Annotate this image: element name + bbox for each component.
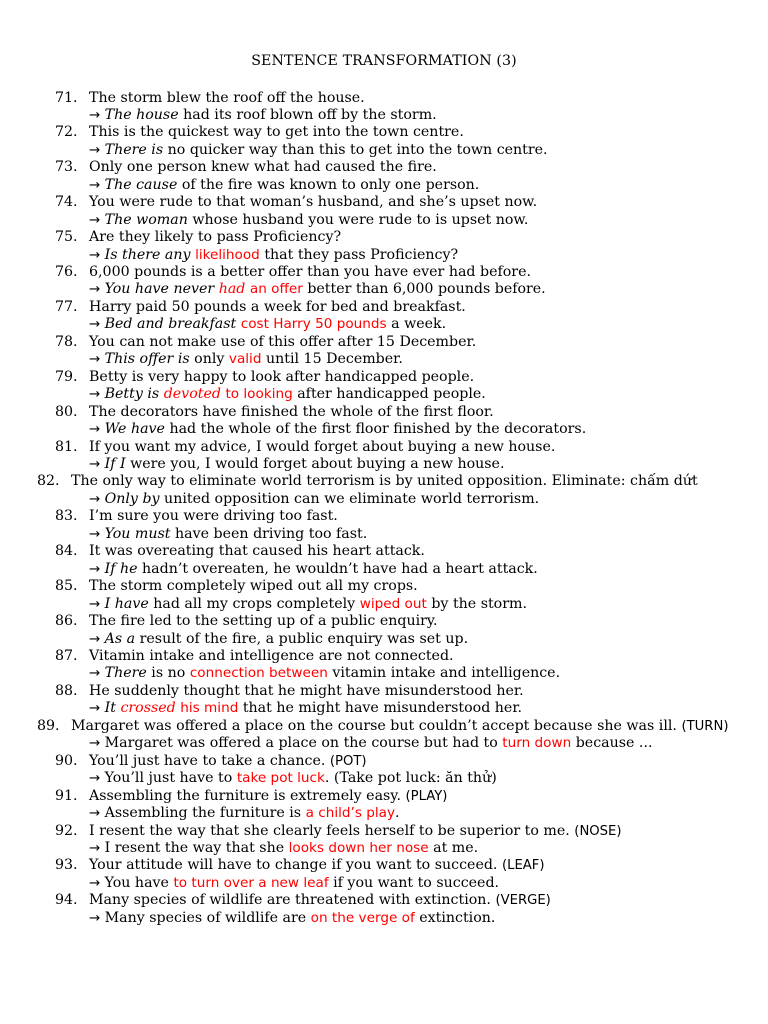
question-number: 78. [55,333,78,350]
arrow-icon: → [89,456,105,473]
answer-text: vitamin intake and intelligence. [327,665,561,682]
answer-text: that he might have misunderstood her. [238,700,523,717]
keyword-cue: (VERGE) [495,893,551,909]
answer-line [55,421,745,438]
answer-text: by the storm. [426,595,527,612]
answer-lead: The woman [104,211,188,228]
answer-line [55,561,745,578]
question-line [55,229,745,246]
question-text: He suddenly thought that he might have misunderstood her. [89,682,524,699]
question-text: You were rude to that woman’s husband, and she’s upset now. [89,194,538,211]
arrow-icon: → [89,839,105,856]
question-text: Vitamin intake and intelligence are not connected. [89,648,454,664]
answer-line [55,631,745,648]
answer-key: a child’s play [305,805,396,822]
question-line [55,857,745,874]
arrow-icon: → [89,735,105,752]
answer-line [55,805,745,822]
question-text: Margaret was offered a place on the course but couldn’t accept because she was ill. [71,717,677,734]
keyword-cue: (NOSE) [574,823,622,839]
question-number: 84. [55,543,78,560]
arrow-icon: → [89,176,105,193]
question-number: 88. [55,682,78,699]
answer-key: valid [228,351,262,368]
answer-text: because ... [571,735,653,752]
answer-line [55,177,745,194]
arrow-icon: → [89,351,105,368]
answer-key: to turn over a new leaf [173,874,329,891]
question-text: I’m sure you were driving too fast. [89,508,338,525]
arrow-icon: → [89,770,105,787]
answer-lead: Only by [104,490,160,507]
answer-line [55,386,745,403]
question-number: 76. [55,264,78,281]
arrow-icon: → [89,316,105,333]
question-line [55,299,745,316]
answer-text: were you, I would forget about buying a new house. [125,456,505,473]
arrow-icon: → [89,630,105,647]
question-text: Are they likely to pass Proficiency? [89,229,342,246]
question-line [55,788,745,805]
answer-lead: If he [104,560,138,577]
question-text: Many species of wildlife are threatened with extinction. [89,892,491,909]
question-text: Your attitude will have to change if you want to succeed. [89,857,498,874]
answer-lead: Betty is [104,386,160,403]
question-number: 93. [55,857,78,874]
answer-line [55,840,745,857]
answer-text: You’ll just have to [104,770,237,787]
arrow-icon: → [89,421,105,438]
answer-text: had all my crops completely [148,595,360,612]
answer-lead: It [104,700,116,717]
question-text: It was overeating that caused his heart attack. [89,543,425,560]
answer-lead: Is there any [104,246,191,263]
question-line [55,753,745,770]
answer-text: had its roof blown off by the storm. [178,106,437,123]
answer-line [55,491,745,508]
answer-text: Many species of wildlife are [104,909,311,926]
arrow-icon: → [89,665,105,682]
answer-line [55,351,745,368]
answer-key: turn down [502,735,572,752]
answer-text: at me. [428,839,479,856]
answer-text: . [395,805,400,822]
question-text: The storm completely wiped out all my crops. [89,578,418,595]
arrow-icon: → [89,525,105,542]
answer-lead: As a [104,630,136,647]
question-number: 90. [55,752,78,769]
arrow-icon: → [89,490,105,507]
answer-line [55,107,745,124]
answer-lead: You have never [104,281,215,298]
question-number: 89. [37,717,60,734]
answer-line [55,665,745,682]
question-text: Only one person knew what had caused the fire. [89,159,437,176]
answer-key-italic: devoted [163,386,221,403]
question-line [55,264,745,281]
question-number: 79. [55,368,78,385]
question-line [55,404,745,421]
exercise-list [37,89,745,928]
answer-text: have been driving too fast. [170,525,368,542]
answer-lead: There [104,665,147,682]
answer-line [55,910,745,927]
question-number: 92. [55,822,78,839]
answer-text: that they pass Proficiency? [259,246,459,263]
answer-key-italic: crossed [120,700,176,717]
answer-line [55,875,745,892]
question-number: 77. [55,298,78,315]
answer-key: to looking [225,386,293,403]
arrow-icon: → [89,805,105,822]
answer-text: of the fire was known to only one person. [177,176,480,193]
arrow-icon: → [89,281,105,298]
question-line [55,159,745,176]
question-line [55,369,745,386]
answer-text: if you want to succeed. [328,874,500,891]
question-line [55,892,745,909]
arrow-icon: → [89,141,105,158]
answer-text: only [189,351,229,368]
question-text: You’ll just have to take a chance. [89,752,326,769]
answer-lead: The house [104,106,179,123]
answer-line [55,247,745,264]
answer-text: whose husband you were rude to is upset now. [187,211,529,228]
question-number: 83. [55,508,78,525]
answer-line [55,316,745,333]
question-line [3,473,760,490]
question-number: 72. [55,124,78,141]
question-line [55,683,745,700]
answer-text: result of the fire, a public enquiry was set up. [135,630,469,647]
question-text: The only way to eliminate world terrorism is by united opposition. Eliminate: chấm dứt [71,473,698,490]
answer-line [55,770,745,787]
answer-text: had the whole of the first floor finished by the decorators. [164,421,587,438]
answer-key: cost Harry 50 pounds [240,316,387,333]
question-line [55,508,745,525]
question-line [55,194,745,211]
arrow-icon: → [89,560,105,577]
answer-lead: This offer is [104,351,190,368]
answer-key-italic: had [218,281,246,298]
question-line [55,124,745,141]
question-number: 80. [55,403,78,420]
question-text: Betty is very happy to look after handicapped people. [89,368,475,385]
arrow-icon: → [89,211,105,228]
answer-text: . (Take pot luck: ăn thử) [324,770,497,787]
question-line [55,823,745,840]
question-line [55,334,745,351]
answer-text: until 15 December. [261,351,403,368]
answer-lead: I have [104,595,149,612]
answer-lead: If I [104,456,126,473]
answer-text: I resent the way that she [104,839,289,856]
answer-text: You have [104,874,174,891]
question-text: The decorators have finished the whole of the first floor. [89,403,494,420]
question-text: This is the quickest way to get into the town centre. [89,124,464,141]
keyword-cue: (PLAY) [405,788,448,804]
question-text: Assembling the furniture is extremely easy. [89,787,401,804]
question-text: You can not make use of this offer after 15 December. [89,333,477,350]
answer-key: likelihood [195,246,260,263]
answer-line [55,700,745,717]
question-number: 73. [55,159,78,176]
question-text: The fire led to the setting up of a public enquiry. [89,613,438,630]
answer-lead: We have [104,421,165,438]
arrow-icon: → [89,106,105,123]
answer-line [55,212,745,229]
answer-text: Assembling the furniture is [104,805,306,822]
question-number: 81. [55,438,78,455]
answer-text: no quicker way than this to get into the town centre. [163,141,548,158]
arrow-icon: → [89,874,105,891]
question-line [55,648,745,665]
question-line [55,543,745,560]
question-text: I resent the way that she clearly feels herself to be superior to me. [89,822,570,839]
answer-text: extinction. [414,909,496,926]
answer-key: his mind [180,700,239,717]
question-text: If you want my advice, I would forget about buying a new house. [89,438,556,455]
question-number: 82. [37,473,60,490]
answer-line [55,735,745,752]
answer-text: Margaret was offered a place on the course but had to [104,735,503,752]
answer-lead: Bed and breakfast [104,316,237,333]
answer-text: better than 6,000 pounds before. [302,281,546,298]
answer-key: connection between [189,665,328,682]
question-number: 87. [55,648,78,664]
keyword-cue: (POT) [329,753,367,769]
answer-lead: The cause [104,176,178,193]
question-number: 86. [55,613,78,630]
question-line [55,613,745,630]
question-number: 75. [55,229,78,246]
answer-key: an offer [249,281,303,298]
question-line [3,718,760,735]
answer-line [55,142,745,159]
answer-key: on the verge of [310,909,415,926]
question-text: Harry paid 50 pounds a week for bed and breakfast. [89,298,466,315]
arrow-icon: → [89,386,105,403]
answer-key: wiped out [359,595,427,612]
arrow-icon: → [89,246,105,263]
keyword-cue: (TURN) [681,718,729,734]
keyword-cue: (LEAF) [501,858,545,874]
arrow-icon: → [89,595,105,612]
answer-lead: There is [104,141,164,158]
page-title: SENTENCE TRANSFORMATION (3) [251,53,517,69]
arrow-icon: → [89,700,105,717]
question-text: 6,000 pounds is a better offer than you have ever had before. [89,264,531,281]
question-number: 94. [55,892,78,909]
answer-line [55,456,745,473]
arrow-icon: → [89,909,105,926]
question-line [55,439,745,456]
answer-line [55,281,745,298]
answer-lead: You must [104,525,171,542]
answer-text: united opposition can we eliminate world terrorism. [159,490,540,507]
answer-line [55,526,745,543]
answer-key: looks down her nose [288,839,429,856]
question-number: 85. [55,578,78,595]
answer-text: after handicapped people. [292,386,486,403]
question-line [55,90,745,107]
question-text: The storm blew the roof off the house. [89,89,365,106]
question-number: 71. [55,89,78,106]
answer-text: a week. [386,316,447,333]
question-line [55,578,745,595]
answer-key: take pot luck [236,770,325,787]
answer-text: is no [146,665,190,682]
question-number: 91. [55,787,78,804]
question-number: 74. [55,194,78,211]
answer-line [55,596,745,613]
answer-text: hadn’t overeaten, he wouldn’t have had a heart attack. [137,560,538,577]
